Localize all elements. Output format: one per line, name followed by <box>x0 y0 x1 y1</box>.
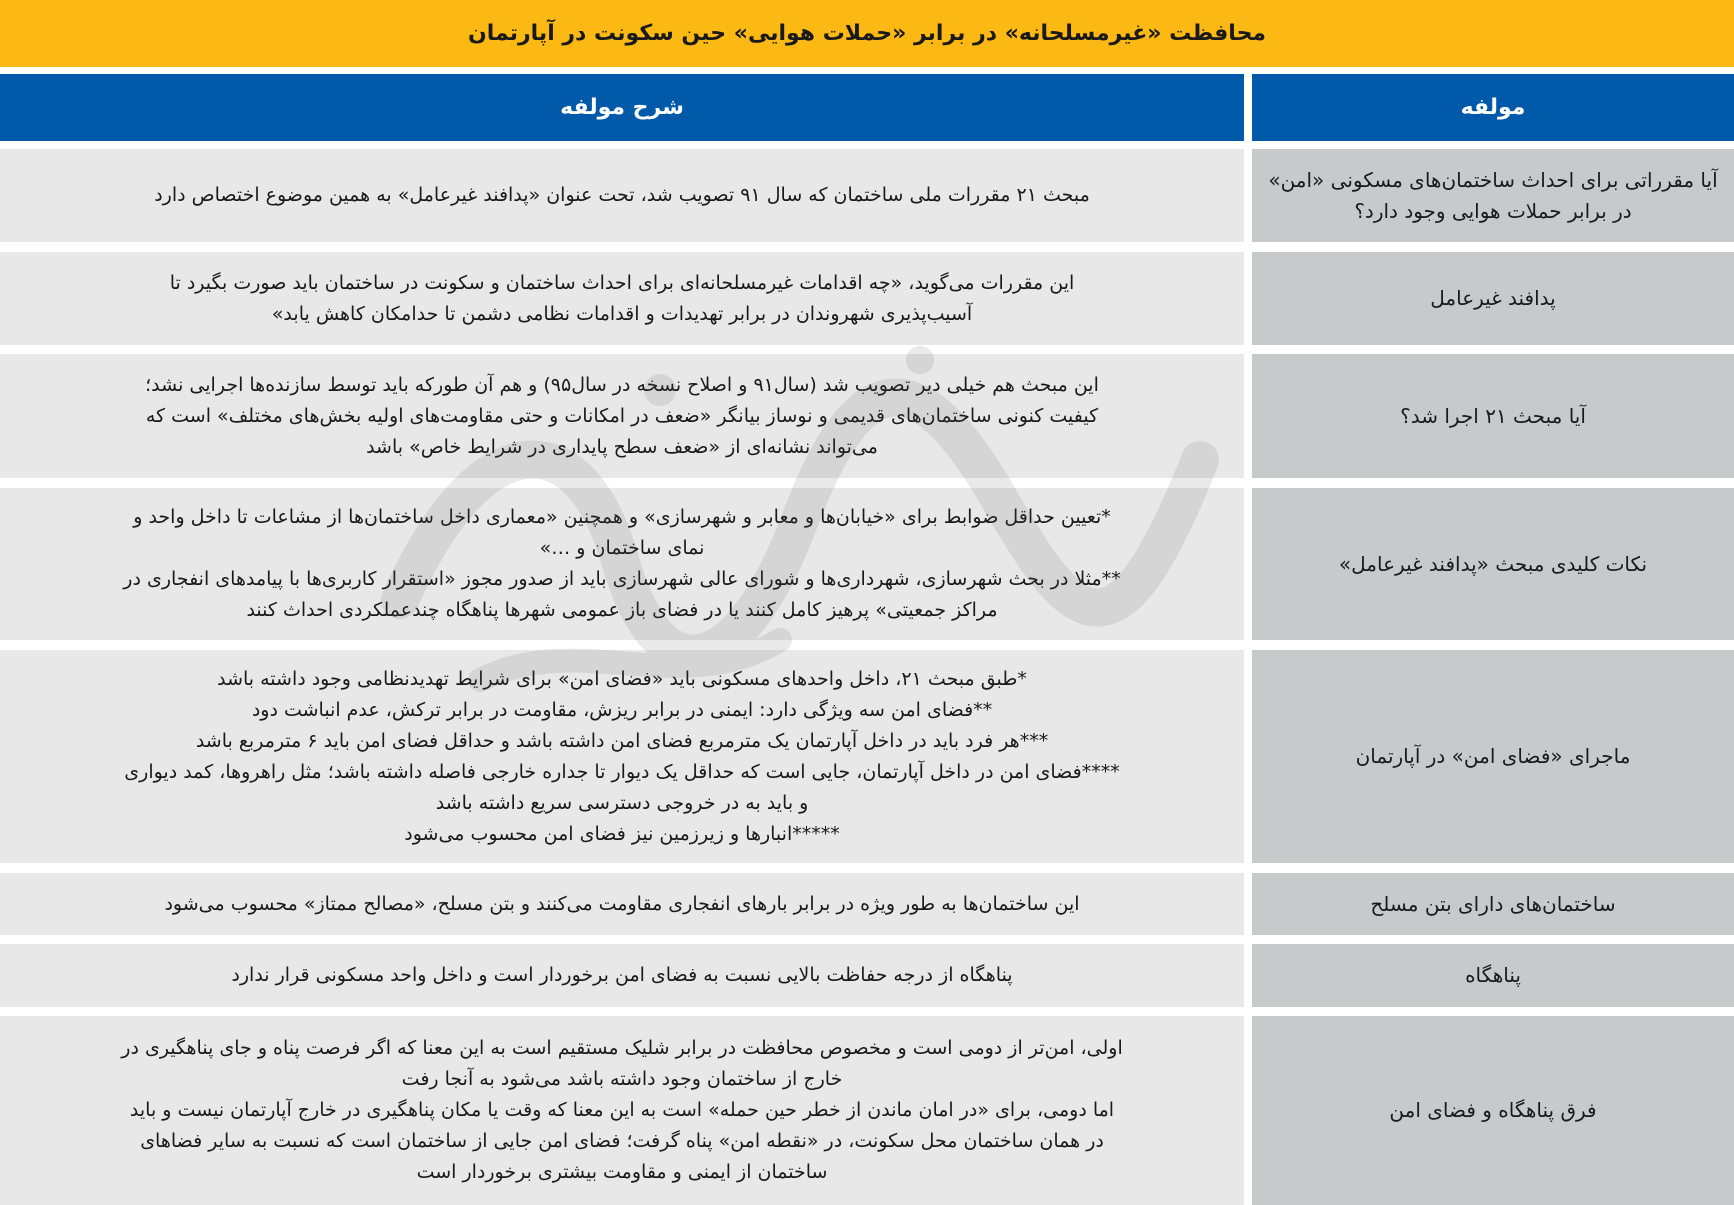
table-row <box>0 944 1734 1007</box>
description-line: اولی، امن‌تر از دومی است و مخصوص محافظت در برابر شلیک مستقیم است به این معنا که اگر فرصت پناه و جای پناهگیری در <box>121 1037 1123 1059</box>
description-cell <box>0 873 1244 935</box>
component-cell: فرق پناهگاه و فضای امن <box>1252 1016 1734 1205</box>
description-line: *طبق مبحث ۲۱، داخل واحدهای مسکونی باید «فضای امن» برای شرایط تهدیدنظامی وجود داشته باشد <box>217 667 1027 690</box>
description-line: و باید به در خروجی دسترسی سریع داشته باشد <box>435 791 809 814</box>
table-row <box>0 1016 1734 1205</box>
component-cell: آیا مقرراتی برای احداث ساختمان‌های مسکونی «امن» در برابر حملات هوایی وجود دارد؟ <box>1252 149 1734 242</box>
description-cell <box>0 252 1244 345</box>
table-row <box>0 650 1734 863</box>
description-line: **فضای امن سه ویژگی دارد: ایمنی در برابر ریزش، مقاومت در برابر ترکش، عدم انباشت دود <box>251 698 993 721</box>
description-line: ***هر فرد باید در داخل آپارتمان یک مترمربع فضای امن داشته باشد و حداقل فضای امن باید ۶ مترمربع باشد <box>195 729 1049 752</box>
description-cell <box>0 1016 1244 1205</box>
component-cell: نکات کلیدی مبحث «پدافند غیرعامل» <box>1252 488 1734 640</box>
component-cell: آیا مبحث ۲۱ اجرا شد؟ <box>1252 354 1734 478</box>
description-line: *تعیین حداقل ضوابط برای «خیابان‌ها و معابر و شهرسازی» و همچنین «معماری داخل ساختمان‌ها از مشاعات تا داخل واحد و <box>133 506 1111 528</box>
table-row <box>0 873 1734 935</box>
description-line: **مثلا در بحث شهرسازی، شهرداری‌ها و شورای عالی شهرسازی باید از صدور مجوز «استقرار کاربری‌ها با پیامدهای انفجاری در <box>123 568 1121 590</box>
component-cell: پدافند غیرعامل <box>1252 252 1734 345</box>
description-cell <box>0 149 1244 242</box>
component-cell: پناهگاه <box>1252 944 1734 1007</box>
description-cell <box>0 488 1244 640</box>
description-line: آسیب‌پذیری شهروندان در برابر تهدیدات و اقدامات نظامی دشمن تا حدامکان کاهش یابد» <box>271 302 973 325</box>
component-cell: ماجرای «فضای امن» در آپارتمان <box>1252 650 1734 863</box>
description-line: *****انبارها و زیرزمین نیز فضای امن محسوب می‌شود <box>404 822 840 845</box>
description-line: می‌تواند نشانه‌ای از «ضعف سطح پایداری در شرایط خاص» باشد <box>366 435 878 458</box>
description-cell <box>0 944 1244 1007</box>
table-title: محافظت «غیرمسلحانه» در برابر «حملات هوایی» حین سکونت در آپارتمان <box>0 0 1734 67</box>
description-cell <box>0 354 1244 478</box>
description-line: نمای ساختمان و …» <box>539 537 705 559</box>
description-line: ساختمان از ایمنی و مقاومت بیشتری برخوردار است <box>416 1161 828 1183</box>
description-line: خارج از ساختمان وجود داشته باشد می‌شود به آنجا رفت <box>401 1068 843 1090</box>
column-header-description: شرح مولفه <box>0 74 1244 141</box>
description-cell <box>0 650 1244 863</box>
column-header-component: مولفه <box>1252 74 1734 141</box>
table-row <box>0 488 1734 640</box>
table-row <box>0 149 1734 242</box>
description-line: این مقررات می‌گوید، «چه اقدامات غیرمسلحانه‌ای برای احداث ساختمان و سکونت در ساختمان باید صورت بگیرد تا <box>169 271 1075 294</box>
description-line: اما دومی، برای «در امان ماندن از خطر حین حمله» است به این معنا که وقت یا مکان پناهگیری در خارج آپارتمان نیست و باید <box>129 1099 1115 1121</box>
description-line: این ساختمان‌ها به طور ویژه در برابر بارهای انفجاری مقاومت می‌کنند و بتن مسلح، «مصالح ممتاز» محسوب می‌شود <box>164 892 1080 915</box>
description-line: این مبحث هم خیلی دیر تصویب شد (سال۹۱ و اصلاح نسخه در سال۹۵) و هم آن طورکه باید توسط سازنده‌ها اجرایی نشد؛ <box>145 373 1099 396</box>
description-line: مبحث ۲۱ مقررات ملی ساختمان که سال ۹۱ تصویب شد، تحت عنوان «پدافند غیرعامل» به همین موضوع اختصاص دارد <box>154 184 1090 206</box>
header-row <box>0 74 1734 141</box>
table-row <box>0 354 1734 478</box>
component-cell: ساختمان‌های دارای بتن مسلح <box>1252 873 1734 935</box>
description-line: مراکز جمعیتی» پرهیز کامل کنند یا در فضای باز عمومی شهرها پناهگاه چندعملکردی احداث کنند <box>246 599 998 621</box>
table-row <box>0 252 1734 345</box>
description-line: کیفیت کنونی ساختمان‌های قدیمی و نوساز بیانگر «ضعف در امکانات و حتی مقاومت‌های اولیه بخش‌های مختلف» است که <box>145 404 1099 427</box>
description-line: ****فضای امن در داخل آپارتمان، جایی است که حداقل یک دیوار تا جداره خارجی فاصله داشته باشد؛ مثل راهروها، کمد دیواری <box>124 760 1120 783</box>
description-line: پناهگاه از درجه حفاظت بالایی نسبت به فضای امن برخوردار است و داخل واحد مسکونی قرار ندارد <box>231 964 1013 986</box>
description-line: در همان ساختمان محل سکونت، در «نقطه امن» پناه گرفت؛ فضای امن جایی از ساختمان است که نسبت به سایر فضاهای <box>140 1130 1104 1152</box>
